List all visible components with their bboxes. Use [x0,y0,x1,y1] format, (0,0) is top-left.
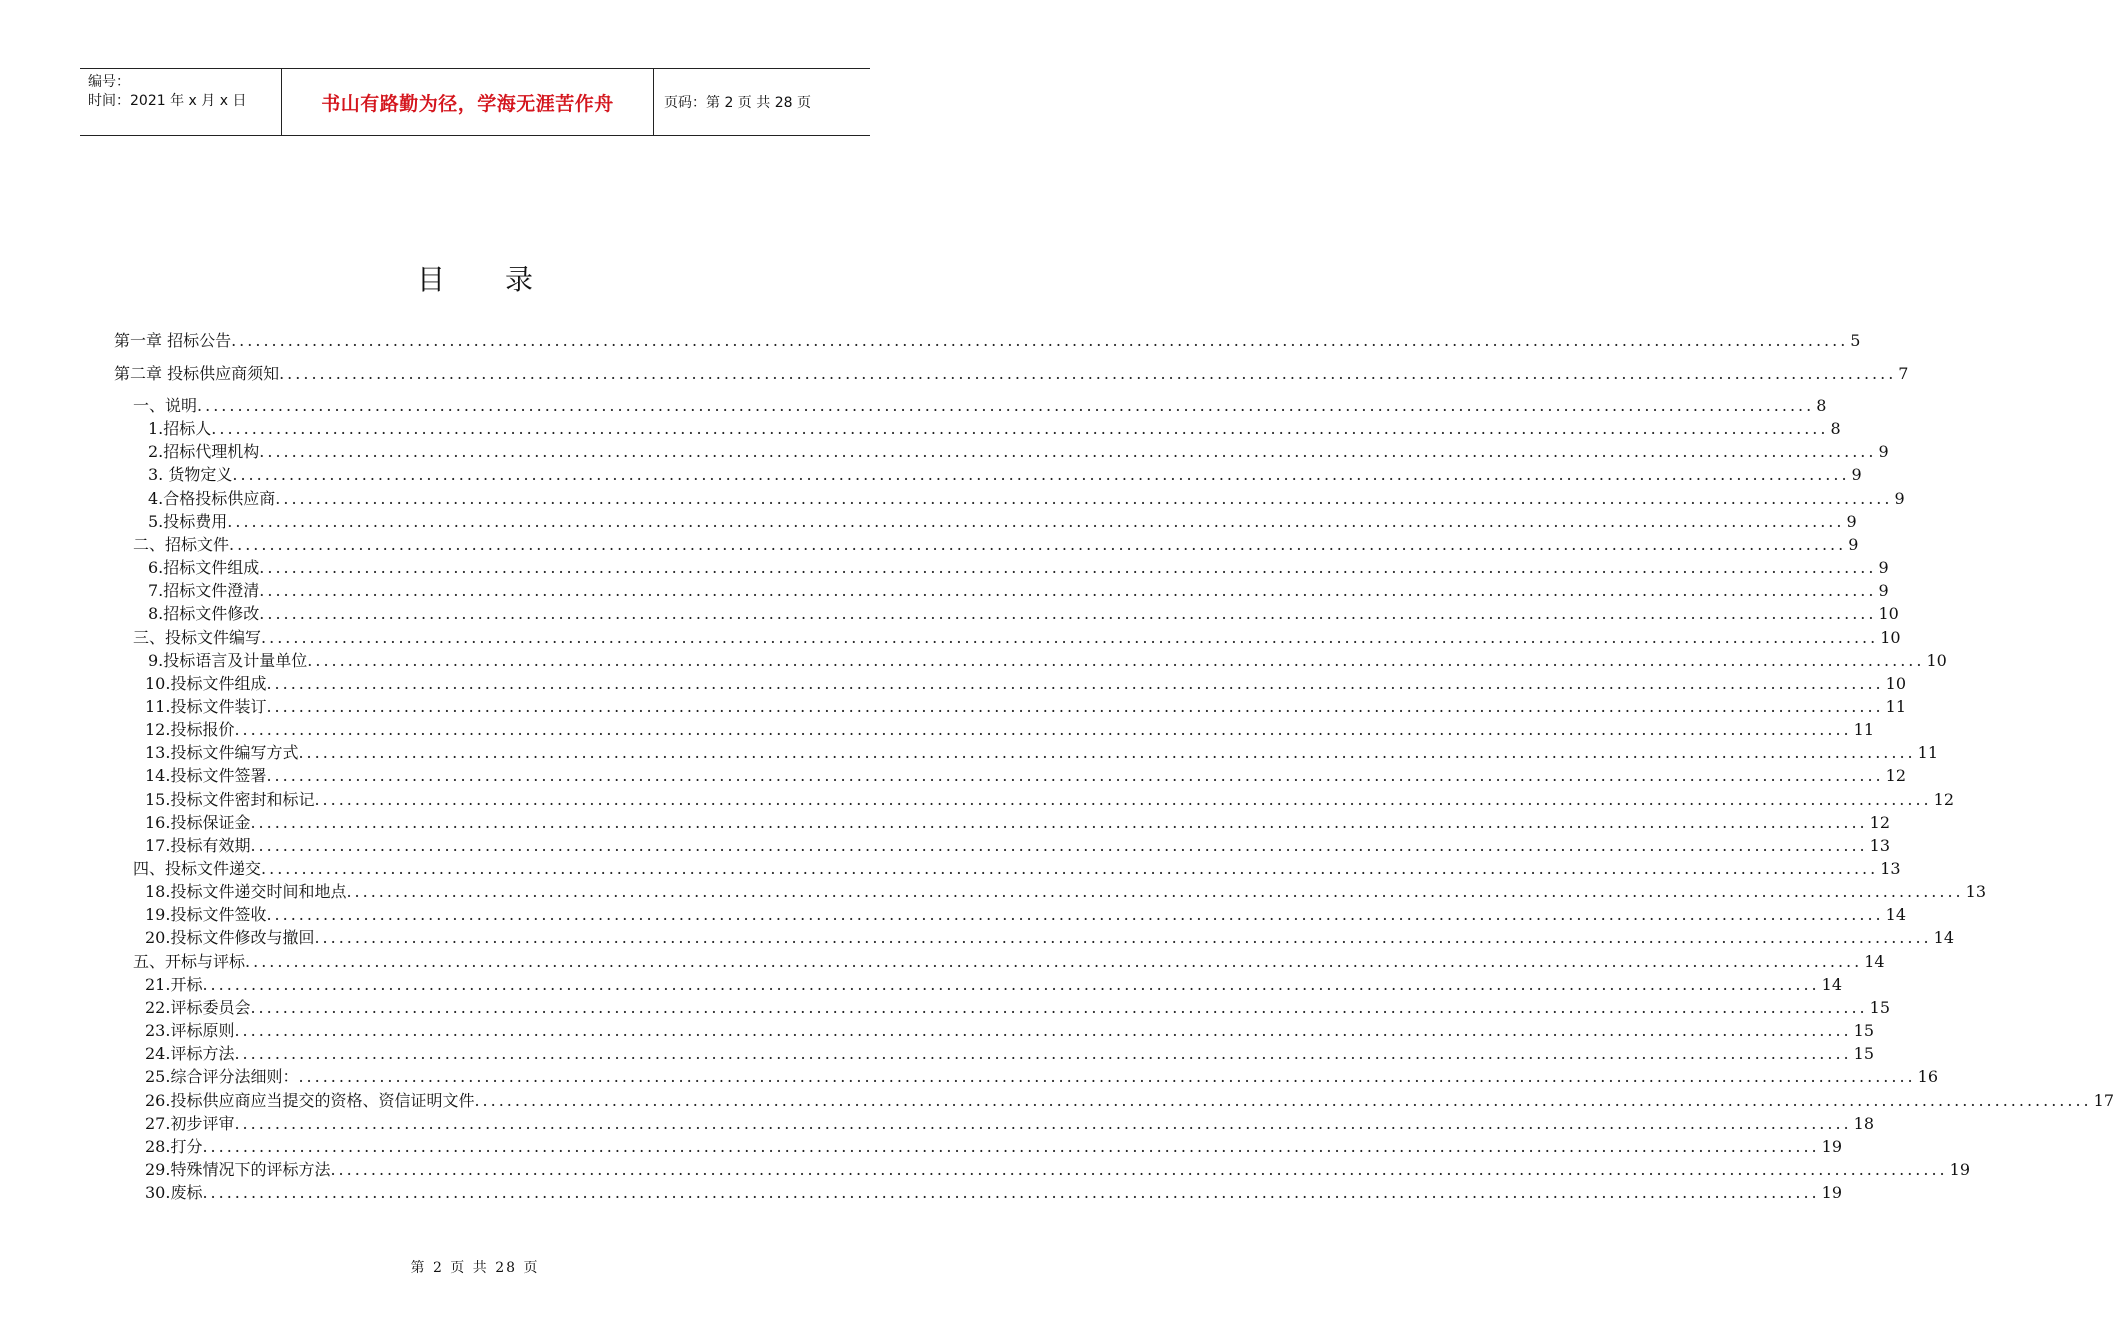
toc-entry-page: 15 [1853,1044,1874,1063]
toc-entry-label: 9.投标语言及计量单位 [148,651,308,670]
toc-entry[interactable] [145,881,1986,903]
toc-entry-page: 14 [1885,905,1906,924]
toc-entry-label: 第二章 投标供应商须知 [114,364,280,383]
toc-leader-dots: ........................................................................................................................................................................................................ [298,743,1916,762]
toc-entry[interactable] [145,696,1906,718]
toc-leader-dots: ........................................................................................................................................................................................................ [234,1114,1852,1133]
toc-leader-dots: ........................................................................................................................................................................................................ [232,465,1850,484]
toc-leader-dots: ........................................................................................................................................................................................................ [211,419,1829,438]
header-page-info: 页码：第 2 页 共 28 页 [664,95,811,111]
toc-entry-page: 11 [1917,743,1938,762]
toc-entry-page: 10 [1885,674,1906,693]
toc-entry-page: 15 [1869,998,1890,1017]
toc-entry[interactable] [148,603,1899,625]
toc-entry-page: 9 [1846,512,1857,531]
toc-entry-page: 10 [1880,628,1901,647]
toc-leader-dots: ........................................................................................................................................................................................................ [202,1137,1820,1156]
toc-entry[interactable] [148,511,1857,533]
toc-entry-label: 24.评标方法 [145,1044,235,1063]
toc-entry-label: 13.投标文件编写方式 [145,743,299,762]
toc-entry-label: 27.初步评审 [145,1114,235,1133]
toc-entry[interactable] [145,1159,1970,1181]
toc-leader-dots: ........................................................................................................................................................................................................ [234,1021,1852,1040]
toc-leader-dots: ........................................................................................................................................................................................................ [202,1183,1820,1202]
toc-entry-page: 9 [1878,442,1889,461]
toc-entry-page: 9 [1848,535,1859,554]
toc-entry[interactable] [148,557,1889,579]
toc-entry-page: 12 [1869,813,1890,832]
page-title: 目录 [416,263,593,296]
toc-leader-dots: ........................................................................................................................................................................................................ [266,766,1884,785]
toc-entry[interactable] [133,534,1859,556]
toc-entry-label: 7.招标文件澄清 [148,581,260,600]
toc-entry[interactable] [148,441,1889,463]
toc-entry[interactable] [145,1182,1842,1204]
toc-entry-label: 17.投标有效期 [145,836,251,855]
toc-entry-page: 9 [1851,465,1862,484]
toc-leader-dots: ........................................................................................................................................................................................................ [474,1091,2092,1110]
toc-entry[interactable] [145,742,1938,764]
toc-entry-label: 26.投标供应商应当提交的资格、资信证明文件 [145,1091,475,1110]
toc-entry[interactable] [145,789,1954,811]
toc-entry-page: 11 [1853,720,1874,739]
toc-entry-page: 9 [1878,581,1889,600]
toc-leader-dots: ........................................................................................................................................................................................................ [261,628,1879,647]
toc-entry-label: 12.投标报价 [145,720,235,739]
toc-entry[interactable] [133,395,1827,417]
toc-entry[interactable] [145,974,1842,996]
toc-entry[interactable] [145,904,1906,926]
toc-entry-page: 13 [1965,882,1986,901]
toc-entry[interactable] [145,719,1874,741]
toc-entry-label: 10.投标文件组成 [145,674,267,693]
toc-leader-dots: ........................................................................................................................................................................................................ [250,998,1868,1017]
toc-entry-page: 10 [1878,604,1899,623]
toc-leader-dots: ........................................................................................................................................................................................................ [330,1160,1948,1179]
toc-entry[interactable] [145,1090,2114,1112]
toc-entry-label: 21.开标 [145,975,203,994]
toc-entry[interactable] [114,330,1861,352]
toc-leader-dots: ........................................................................................................................................................................................................ [227,512,1845,531]
toc-leader-dots: ........................................................................................................................................................................................................ [275,489,1893,508]
toc-entry-label: 20.投标文件修改与撤回 [145,928,315,947]
toc-entry[interactable] [148,650,1947,672]
page-footer: 第 2 页 共 28 页 [410,1260,540,1276]
toc-leader-dots: ........................................................................................................................................................................................................ [314,928,1932,947]
toc-entry-label: 15.投标文件密封和标记 [145,790,315,809]
toc-leader-dots: ........................................................................................................................................................................................................ [259,442,1877,461]
toc-entry[interactable] [148,580,1889,602]
toc-entry-page: 13 [1880,859,1901,878]
toc-entry-page: 7 [1898,364,1909,383]
toc-entry[interactable] [148,464,1862,486]
toc-entry-label: 2.招标代理机构 [148,442,260,461]
document-number-label: 编号： [88,74,130,90]
toc-entry-label: 30.废标 [145,1183,203,1202]
toc-entry[interactable] [145,765,1906,787]
toc-entry-page: 12 [1885,766,1906,785]
toc-entry-page: 14 [1864,952,1885,971]
toc-leader-dots: ........................................................................................................................................................................................................ [250,813,1868,832]
toc-entry-page: 16 [1917,1067,1938,1086]
toc-entry[interactable] [145,673,1906,695]
toc-entry-page: 9 [1894,489,1905,508]
toc-entry-page: 14 [1821,975,1842,994]
toc-entry-label: 16.投标保证金 [145,813,251,832]
toc-entry[interactable] [145,835,1890,857]
toc-leader-dots: ........................................................................................................................................................................................................ [250,836,1868,855]
toc-leader-dots: ........................................................................................................................................................................................................ [259,604,1877,623]
toc-entry[interactable] [145,1020,1874,1042]
toc-leader-dots: ........................................................................................................................................................................................................ [314,790,1932,809]
toc-entry-page: 5 [1850,331,1861,350]
toc-entry[interactable] [148,488,1905,510]
toc-entry-label: 28.打分 [145,1137,203,1156]
toc-entry-label: 19.投标文件签收 [145,905,267,924]
toc-entry-label: 4.合格投标供应商 [148,489,276,508]
toc-leader-dots: ........................................................................................................................................................................................................ [259,558,1877,577]
toc-entry-page: 9 [1878,558,1889,577]
toc-entry-label: 6.招标文件组成 [148,558,260,577]
toc-leader-dots: ........................................................................................................................................................................................................ [307,651,1925,670]
toc-entry-label: 1.招标人 [148,419,212,438]
document-time: 时间：2021 年 x 月 x 日 [88,93,247,109]
toc-leader-dots: ........................................................................................................................................................................................................ [245,952,1863,971]
toc-entry-label: 18.投标文件递交时间和地点 [145,882,347,901]
header-motto: 书山有路勤为径，学海无涯苦作舟 [282,69,654,135]
toc-entry-page: 13 [1869,836,1890,855]
toc-entry[interactable] [145,927,1954,949]
toc-leader-dots: ........................................................................................................................................................................................................ [298,1067,1916,1086]
toc-leader-dots: ........................................................................................................................................................................................................ [197,396,1815,415]
toc-entry-page: 12 [1933,790,1954,809]
toc-entry-label: 23.评标原则 [145,1021,235,1040]
toc-entry-label: 第一章 招标公告 [114,331,232,350]
toc-leader-dots: ........................................................................................................................................................................................................ [231,331,1849,350]
toc-entry-label: 25.综合评分法细则： [145,1067,299,1086]
toc-entry-page: 18 [1853,1114,1874,1133]
toc-entry-page: 11 [1885,697,1906,716]
toc-leader-dots: ........................................................................................................................................................................................................ [259,581,1877,600]
toc-entry-page: 14 [1933,928,1954,947]
toc-entry-label: 四、投标文件递交 [133,859,262,878]
toc-entry[interactable] [148,418,1841,440]
toc-entry-page: 19 [1821,1183,1842,1202]
toc-leader-dots: ........................................................................................................................................................................................................ [261,859,1879,878]
toc-entry-page: 17 [2093,1091,2114,1110]
toc-entry[interactable] [114,363,1909,385]
toc-entry[interactable] [145,1113,1874,1135]
toc-entry-label: 五、开标与评标 [133,952,246,971]
toc-leader-dots: ........................................................................................................................................................................................................ [234,720,1852,739]
toc-entry-page: 8 [1816,396,1827,415]
toc-entry-label: 三、投标文件编写 [133,628,262,647]
toc-entry-page: 15 [1853,1021,1874,1040]
toc-entry[interactable] [145,1136,1842,1158]
toc-entry-page: 10 [1926,651,1947,670]
toc-entry[interactable] [145,812,1890,834]
toc-entry[interactable] [145,997,1890,1019]
toc-entry-label: 3. 货物定义 [148,465,233,484]
toc-entry-label: 14.投标文件签署 [145,766,267,785]
toc-leader-dots: ........................................................................................................................................................................................................ [202,975,1820,994]
toc-leader-dots: ........................................................................................................................................................................................................ [346,882,1964,901]
toc-entry[interactable] [145,1043,1874,1065]
toc-entry-label: 5.投标费用 [148,512,228,531]
toc-entry-page: 8 [1830,419,1841,438]
toc-leader-dots: ........................................................................................................................................................................................................ [266,905,1884,924]
toc-entry[interactable] [133,627,1901,649]
toc-entry-page: 19 [1949,1160,1970,1179]
toc-entry-label: 29.特殊情况下的评标方法 [145,1160,331,1179]
toc-leader-dots: ........................................................................................................................................................................................................ [266,697,1884,716]
toc-leader-dots: ........................................................................................................................................................................................................ [279,364,1897,383]
toc-leader-dots: ........................................................................................................................................................................................................ [266,674,1884,693]
toc-entry-label: 11.投标文件装订 [145,697,267,716]
toc-entry-label: 一、说明 [133,396,198,415]
toc-entry[interactable] [133,858,1901,880]
toc-entry[interactable] [145,1066,1938,1088]
toc-entry-label: 22.评标委员会 [145,998,251,1017]
toc-leader-dots: ........................................................................................................................................................................................................ [234,1044,1852,1063]
toc-entry-label: 8.招标文件修改 [148,604,260,623]
toc-entry-page: 19 [1821,1137,1842,1156]
toc-entry-label: 二、招标文件 [133,535,230,554]
toc-leader-dots: ........................................................................................................................................................................................................ [229,535,1847,554]
toc-entry[interactable] [133,951,1885,973]
